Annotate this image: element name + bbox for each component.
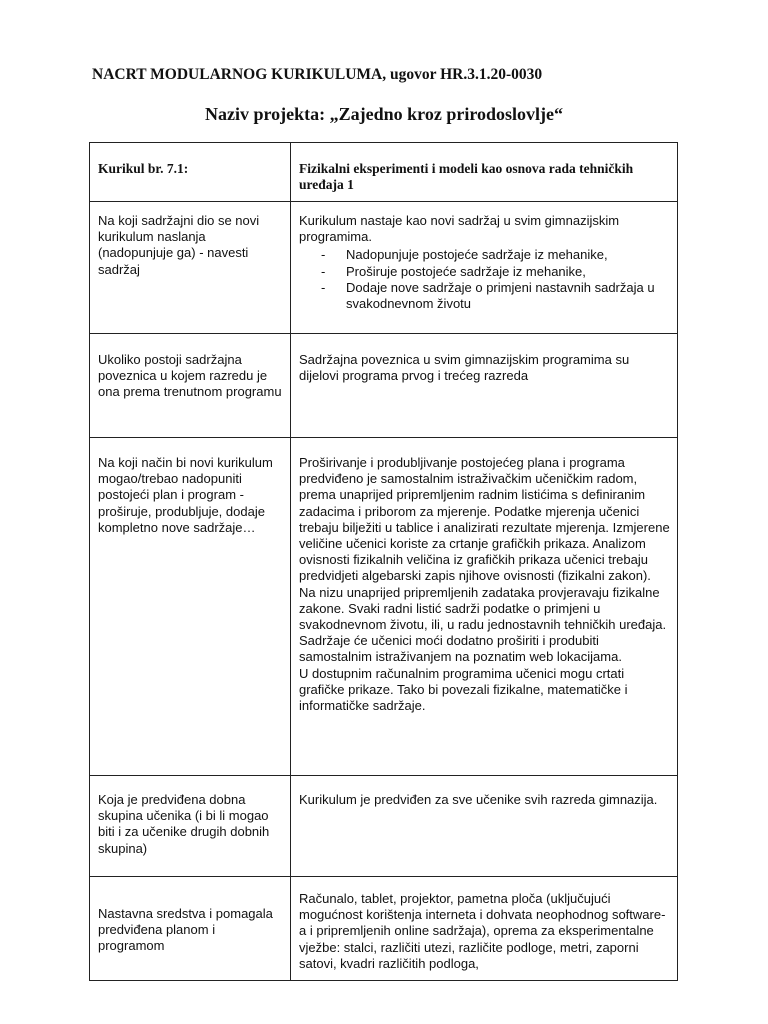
list-item: - Nadopunjuje postojeće sadržaje iz mehanike, — [321, 247, 670, 263]
row-label: Koja je predviđena dobna skupina učenika (i bi li mogao biti i za učenike drugih dobnih skupina) — [90, 776, 291, 877]
row-value: Računalo, tablet, projektor, pametna ploča (uključujući mogućnost korištenja interneta i dohvata neophodnog software-a i pripremljenih online sadržaja), oprema za eksperimentalne vježbe: stalci, različiti utezi, različite podloge, metri, zaporni satovi, kvadri različitih podloga, — [291, 877, 678, 981]
table-row — [90, 776, 678, 877]
row-value — [291, 438, 678, 776]
row-label: Ukoliko postoji sadržajna poveznica u kojem razredu je ona prema trenutnom programu — [90, 334, 291, 438]
row-label: Na koji način bi novi kurikulum mogao/trebao nadopuniti postojeći plan i program - proširuje, produbljuje, dodaje kompletno nove sadržaje… — [90, 438, 291, 776]
table-row — [90, 202, 678, 334]
row-value: Kurikulum je predviđen za sve učenike svih razreda gimnazija. — [291, 776, 678, 877]
curriculum-title: Fizikalni eksperimenti i modeli kao osnova rada tehničkih uređaja 1 — [291, 143, 678, 202]
table-row — [90, 334, 678, 438]
row-value: Sadržajna poveznica u svim gimnazijskim programima su dijelovi programa prvog i trećeg razreda — [291, 334, 678, 438]
row-value-paragraph: U dostupnim računalnim programima učenici mogu crtati grafičke prikaze. Tako bi povezali fizikalne, matematičke i informatičke sadržaje. — [299, 665, 628, 714]
document-header: NACRT MODULARNOG KURIKULUMA, ugovor HR.3.1.20-0030 — [92, 66, 543, 83]
table-row — [90, 438, 678, 776]
project-title: Naziv projekta: „Zajedno kroz prirodoslovlje“ — [205, 104, 563, 124]
list-item: - Dodaje nove sadržaje o primjeni nastavnih sadržaja u svakodnevnom životu — [321, 280, 670, 312]
row-value-intro: Kurikulum nastaje kao novi sadržaj u svim gimnazijskim programima. — [299, 213, 620, 245]
row-label: Nastavna sredstva i pomagala predviđena planom i programom — [90, 877, 291, 981]
table-row-head — [90, 143, 678, 202]
row-label: Na koji sadržajni dio se novi kurikulum naslanja (nadopunjuje ga) - navesti sadržaj — [90, 202, 291, 334]
row-value-paragraph: Sadržaje će učenici moći dodatno proširiti i produbiti samostalnim istraživanjem na poznatim web lokacijama. — [299, 633, 622, 665]
list-item: - Proširuje postojeće sadržaje iz mehanike, — [321, 264, 670, 280]
table-row — [90, 877, 678, 981]
curriculum-table — [89, 142, 678, 981]
row-value-paragraph: Proširivanje i produbljivanje postojećeg plana i programa predviđeno je samostalnim istraživačkim učeničkim radom, prema unaprijed pripremljenim radnim listićima s definiranim zadacima i priborom za mjerenje. Podatke mjerenja učenici trebaju bilježiti u tablice i analizirati rezultate mjerenja. Izmjerene veličine učenici koriste za crtanje grafičkih prikaza. Analizom ovisnosti fizikalnih veličina iz grafičkih prikaza učenici trebaju predvidjeti algebarski zapis njihove ovisnosti (fizikalni zakon). Na nizu unaprijed pripremljenih zadataka provjeravaju fizikalne zakone. Svaki radni listić sadrži podatke o primjeni u svakodnevnom životu, ili, u radu jednostavnih tehničkih uređaja. — [299, 455, 670, 633]
curriculum-number-label: Kurikul br. 7.1: — [90, 143, 291, 202]
row-value — [291, 202, 678, 334]
content-list — [299, 247, 670, 312]
